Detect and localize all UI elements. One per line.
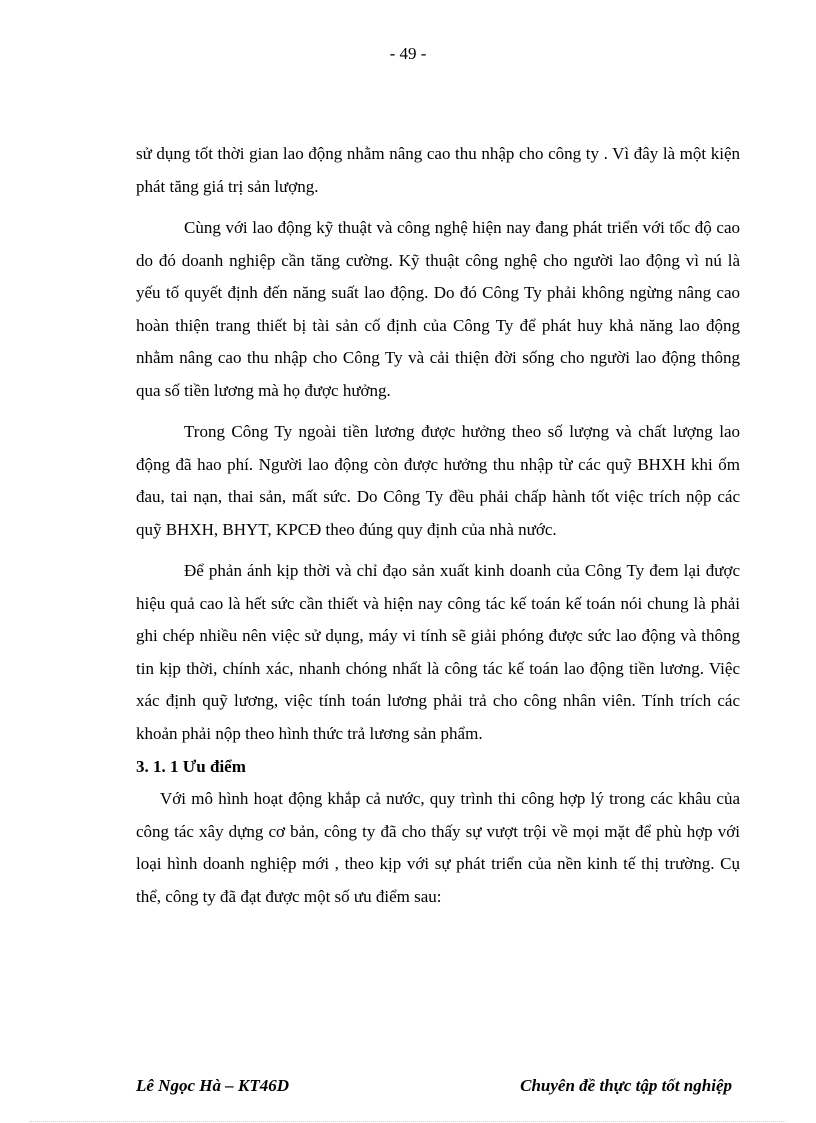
- footer-divider: [30, 1121, 786, 1122]
- section-heading: 3. 1. 1 Ưu điểm: [136, 757, 246, 776]
- paragraph-advantages: Với mô hình hoạt động khắp cả nước, quy trình thi công hợp lý trong các khâu của công tác xây dựng cơ bản, công ty đã cho thấy sự vượt trội về mọi mặt để phù hợp với loại hình doanh nghiệp mới , theo kịp với sự phát triển của nền kinh tế thị trường. Cụ thể, công ty đã đạt được một số ưu điểm sau:: [136, 789, 740, 906]
- document-body: [136, 138, 740, 913]
- paragraph-accounting: Để phản ánh kịp thời và chỉ đạo sản xuất kinh doanh của Công Ty đem lại được hiệu quả cao là hết sức cần thiết và hiện nay công tác kế toán kế toán nói chung là phải ghi chép nhiều nên việc sử dụng, máy vi tính sẽ giải phóng được sức lao động và thông tin kịp thời, chính xác, nhanh chóng nhất là công tác kế toán lao động tiền lương. Việc xác định quỹ lương, việc tính toán lương phải trả cho công nhân viên. Tính trích các khoản phải nộp theo hình thức trả lương sản phẩm.: [136, 561, 740, 743]
- footer-author: Lê Ngọc Hà – KT46D: [136, 1076, 289, 1095]
- paragraph-continuation: sử dụng tốt thời gian lao động nhằm nâng cao thu nhập cho công ty . Vì đây là một kiện phát tăng giá trị sản lượng.: [136, 144, 740, 196]
- paragraph-wages: Trong Công Ty ngoài tiền lương được hưởng theo số lượng và chất lượng lao động đã hao phí. Người lao động còn được hưởng thu nhập từ các quỹ BHXH khi ốm đau, tai nạn, thai sản, mất sức. Do Công Ty đều phải chấp hành tốt việc trích nộp các quỹ BHXH, BHYT, KPCĐ theo đúng quy định của nhà nước.: [136, 422, 740, 539]
- paragraph-technology: Cùng với lao động kỹ thuật và công nghệ hiện nay đang phát triển với tốc độ cao do đó doanh nghiệp cần tăng cường. Kỹ thuật công nghệ cho người lao động vì nú là yếu tố quyết định đến năng suất lao động. Do đó Công Ty phải không ngừng nâng cao hoàn thiện trang thiết bị tài sản cố định của Công Ty để phát huy khả năng lao động nhằm nâng cao thu nhập cho Công Ty và cải thiện đời sống cho người lao động thông qua số tiền lương mà họ được hưởng.: [136, 218, 740, 400]
- page-number: - 49 -: [389, 44, 427, 63]
- footer-title: Chuyên đề thực tập tốt nghiệp: [520, 1076, 732, 1095]
